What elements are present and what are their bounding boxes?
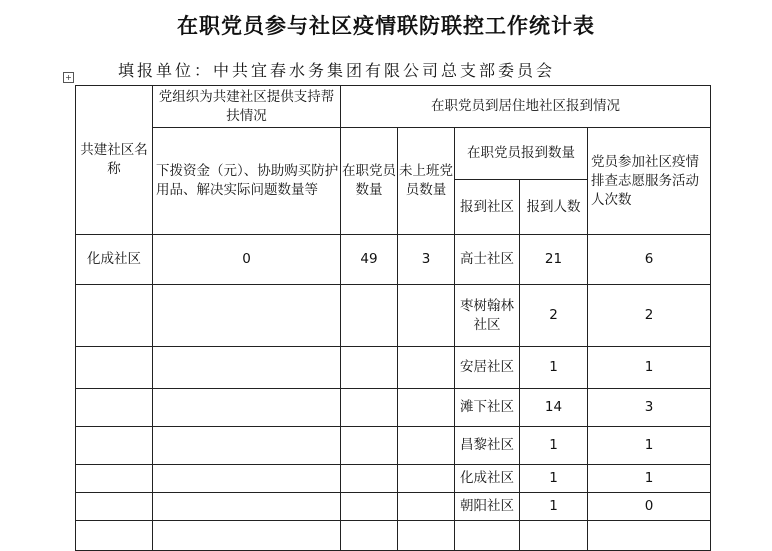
cell-reported-people[interactable]: 14 [520, 389, 588, 427]
cell-not-working[interactable] [398, 521, 455, 551]
cell-reported-community[interactable]: 滩下社区 [455, 389, 520, 427]
cell-reported-people[interactable]: 1 [520, 465, 588, 493]
cell-volunteer[interactable]: 0 [588, 493, 711, 521]
cell-community[interactable] [76, 427, 153, 465]
cell-active[interactable] [341, 285, 398, 347]
header-reported-group: 在职党员报到数量 [455, 128, 588, 180]
cell-volunteer[interactable]: 3 [588, 389, 711, 427]
cell-community[interactable]: 化成社区 [76, 235, 153, 285]
cell-support[interactable] [153, 521, 341, 551]
cell-volunteer[interactable]: 6 [588, 235, 711, 285]
header-support-group: 党组织为共建社区提供支持帮扶情况 [153, 86, 341, 128]
table-row [76, 285, 711, 347]
cell-community[interactable] [76, 521, 153, 551]
cell-not-working[interactable] [398, 427, 455, 465]
header-not-working-count: 未上班党员数量 [398, 128, 455, 235]
header-volunteer: 党员参加社区疫情排查志愿服务活动人次数 [588, 128, 711, 235]
header-support-detail: 下拨资金（元）、协助购买防护用品、解决实际问题数量等 [153, 128, 341, 235]
cell-community[interactable] [76, 493, 153, 521]
cell-reported-people[interactable]: 2 [520, 285, 588, 347]
table-move-handle-icon[interactable]: + [63, 72, 74, 83]
cell-active[interactable] [341, 521, 398, 551]
cell-volunteer[interactable]: 1 [588, 347, 711, 389]
cell-support[interactable] [153, 493, 341, 521]
cell-reported-people[interactable]: 1 [520, 427, 588, 465]
cell-community[interactable] [76, 389, 153, 427]
cell-reported-people[interactable]: 1 [520, 347, 588, 389]
cell-support[interactable] [153, 465, 341, 493]
cell-active[interactable] [341, 427, 398, 465]
cell-volunteer[interactable]: 2 [588, 285, 711, 347]
cell-support[interactable] [153, 427, 341, 465]
cell-reported-people[interactable] [520, 521, 588, 551]
cell-not-working[interactable] [398, 465, 455, 493]
table-row [76, 389, 711, 427]
cell-volunteer[interactable]: 1 [588, 427, 711, 465]
cell-support[interactable] [153, 347, 341, 389]
header-community: 共建社区名称 [76, 86, 153, 235]
document-title: 在职党员参与社区疫情联防联控工作统计表 [177, 14, 595, 38]
cell-reported-community[interactable]: 安居社区 [455, 347, 520, 389]
cell-reported-community[interactable]: 化成社区 [455, 465, 520, 493]
cell-not-working[interactable] [398, 285, 455, 347]
table-row [76, 235, 711, 285]
table-row [76, 347, 711, 389]
table-row [76, 493, 711, 521]
cell-not-working[interactable] [398, 389, 455, 427]
cell-not-working[interactable]: 3 [398, 235, 455, 285]
cell-not-working[interactable] [398, 493, 455, 521]
cell-community[interactable] [76, 285, 153, 347]
cell-not-working[interactable] [398, 347, 455, 389]
cell-volunteer[interactable] [588, 521, 711, 551]
cell-active[interactable] [341, 347, 398, 389]
cell-active[interactable] [341, 493, 398, 521]
cell-reported-community[interactable]: 朝阳社区 [455, 493, 520, 521]
cell-support[interactable]: 0 [153, 235, 341, 285]
cell-volunteer[interactable]: 1 [588, 465, 711, 493]
header-reported-community: 报到社区 [455, 180, 520, 235]
cell-reported-community[interactable] [455, 521, 520, 551]
header-reported-people: 报到人数 [520, 180, 588, 235]
cell-active[interactable]: 49 [341, 235, 398, 285]
cell-community[interactable] [76, 465, 153, 493]
header-active-count: 在职党员数量 [341, 128, 398, 235]
cell-reported-community[interactable]: 枣树翰林社区 [455, 285, 520, 347]
cell-community[interactable] [76, 347, 153, 389]
table-row [76, 465, 711, 493]
table-row [76, 521, 711, 551]
table-row [76, 427, 711, 465]
header-report-group: 在职党员到居住地社区报到情况 [341, 86, 711, 128]
cell-reported-community[interactable]: 高士社区 [455, 235, 520, 285]
cell-reported-people[interactable]: 1 [520, 493, 588, 521]
statistics-table [75, 85, 711, 551]
cell-reported-community[interactable]: 昌黎社区 [455, 427, 520, 465]
cell-active[interactable] [341, 465, 398, 493]
cell-support[interactable] [153, 285, 341, 347]
cell-active[interactable] [341, 389, 398, 427]
cell-reported-people[interactable]: 21 [520, 235, 588, 285]
cell-support[interactable] [153, 389, 341, 427]
reporting-unit: 填报单位：中共宜春水务集团有限公司总支部委员会 [118, 61, 556, 80]
